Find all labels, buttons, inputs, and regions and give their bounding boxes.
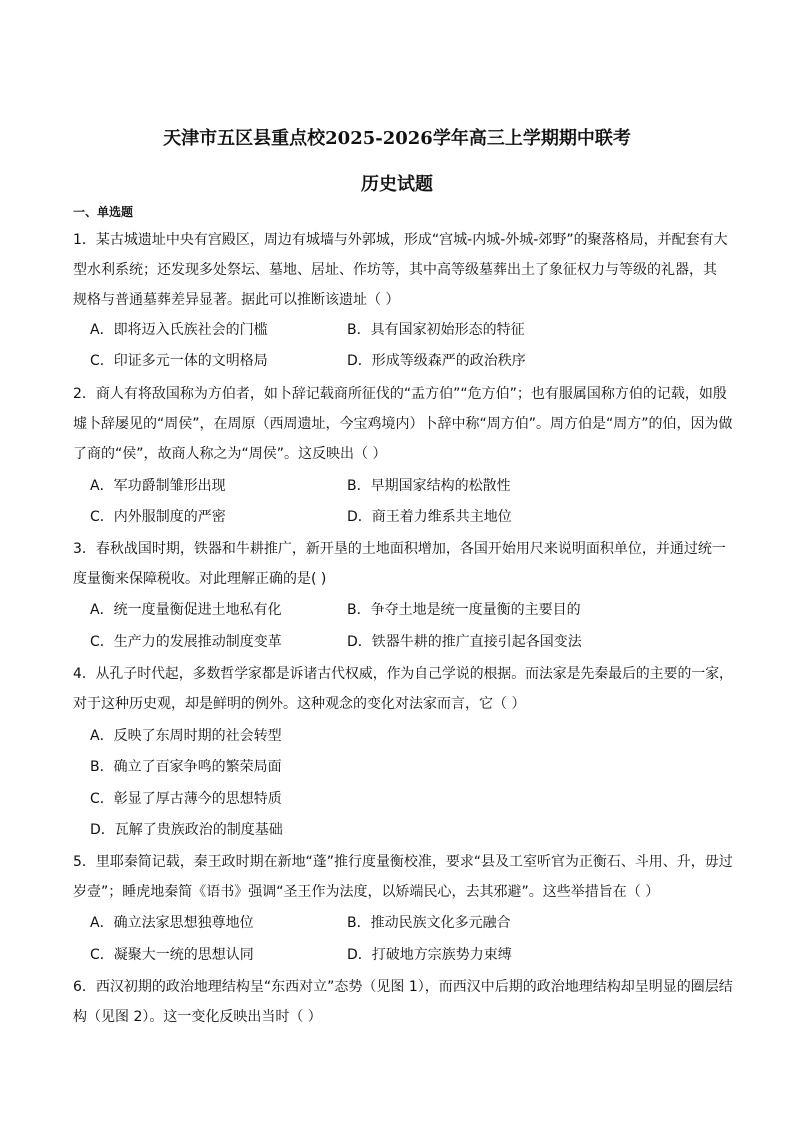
question-4-option-d: D．瓦解了贵族政治的制度基础 <box>90 822 283 838</box>
section-heading: 一、单选题 <box>73 205 134 219</box>
question-5-line-1: 5．里耶秦简记载，秦王政时期在新地“蓬”推行度量衡校准，要求“县及工室听官为正衡石、斗用、升，毋过 <box>73 854 733 870</box>
question-3-option-d: D．铁器牛耕的推广直接引起各国变法 <box>347 634 582 650</box>
question-4-line-1: 4．从孔子时代起，多数哲学家都是诉诸古代权威，作为自己学说的根据。而法家是先秦最后的主要的一家， <box>73 666 733 682</box>
question-3-option-c: C．生产力的发展推动制度变革 <box>90 634 282 650</box>
question-3-option-a: A．统一度量衡促进土地私有化 <box>90 602 282 618</box>
question-1-option-a: A．即将迈入氏族社会的门槛 <box>90 322 268 338</box>
question-2-option-b: B．早期国家结构的松散性 <box>347 478 511 494</box>
question-6-line-2: 构（见图 2）。这一变化反映出当时（ ） <box>73 1009 322 1025</box>
question-5-option-d: D．打破地方宗族势力束缚 <box>347 947 512 963</box>
question-5-line-2: 岁壹”；睡虎地秦简《语书》强调“圣王作为法度，以矫端民心，去其邪避”。这些举措旨在（ ） <box>73 884 660 900</box>
question-4-option-a: A．反映了东周时期的社会转型 <box>90 728 282 744</box>
page-subtitle: 历史试题 <box>361 174 433 195</box>
question-1-line-1: 1．某古城遗址中央有宫殿区，周边有城墙与外郭城，形成“宫城-内城-外城-郊野”的聚落格局，并配套有大 <box>73 232 728 248</box>
question-3-line-1: 3．春秋战国时期，铁器和牛耕推广，新开垦的土地面积增加，各国开始用尺来说明面积单位，并通过统一 <box>73 541 726 557</box>
question-2-option-a: A．军功爵制雏形出现 <box>90 478 226 494</box>
question-4-line-2: 对于这种历史观，却是鲜明的例外。这种观念的变化对法家而言，它（ ） <box>73 696 526 712</box>
question-1-option-b: B．具有国家初始形态的特征 <box>347 322 525 338</box>
question-5-option-a: A．确立法家思想独尊地位 <box>90 915 254 931</box>
question-2-line-1: 2．商人有将敌国称为方伯者，如卜辞记载商所征伐的“盂方伯”“危方伯”；也有服属国称方伯的记载，如殷 <box>73 386 727 402</box>
question-2-line-3: 了商的“侯”，故商人称之为“周侯”。这反映出（ ） <box>73 446 387 462</box>
question-4-option-b: B．确立了百家争鸣的繁荣局面 <box>90 759 282 775</box>
question-2-option-d: D．商王着力维系共主地位 <box>347 509 512 525</box>
question-5-option-c: C．凝聚大一统的思想认同 <box>90 947 254 963</box>
question-5-option-b: B．推动民族文化多元融合 <box>347 915 511 931</box>
question-1-option-c: C．印证多元一体的文明格局 <box>90 353 268 369</box>
question-1-option-d: D．形成等级森严的政治秩序 <box>347 353 526 369</box>
question-4-option-c: C．彰显了厚古薄今的思想特质 <box>90 791 282 807</box>
question-2-line-2: 墟卜辞屡见的“周侯”，在周原（西周遗址，今宝鸡境内）卜辞中称“周方伯”。周方伯是“周方”的伯，因为做 <box>73 416 733 432</box>
question-2-option-c: C．内外服制度的严密 <box>90 509 226 525</box>
question-1-line-3: 规格与普通墓葬差异显著。据此可以推断该遗址（ ） <box>73 292 400 308</box>
question-1-line-2: 型水利系统；还发现多处祭坛、墓地、居址、作坊等，其中高等级墓葬出土了象征权力与等级的礼器，其 <box>73 262 717 278</box>
question-3-line-2: 度量衡来保障税收。对此理解正确的是( ) <box>73 571 327 587</box>
question-6-line-1: 6．西汉初期的政治地理结构呈“东西对立”态势（见图 1），而西汉中后期的政治地理结构却呈明显的圈层结 <box>73 979 733 995</box>
page-title: 天津市五区县重点校2025-2026学年高三上学期期中联考 <box>163 128 631 149</box>
question-3-option-b: B．争夺土地是统一度量衡的主要目的 <box>347 602 581 618</box>
